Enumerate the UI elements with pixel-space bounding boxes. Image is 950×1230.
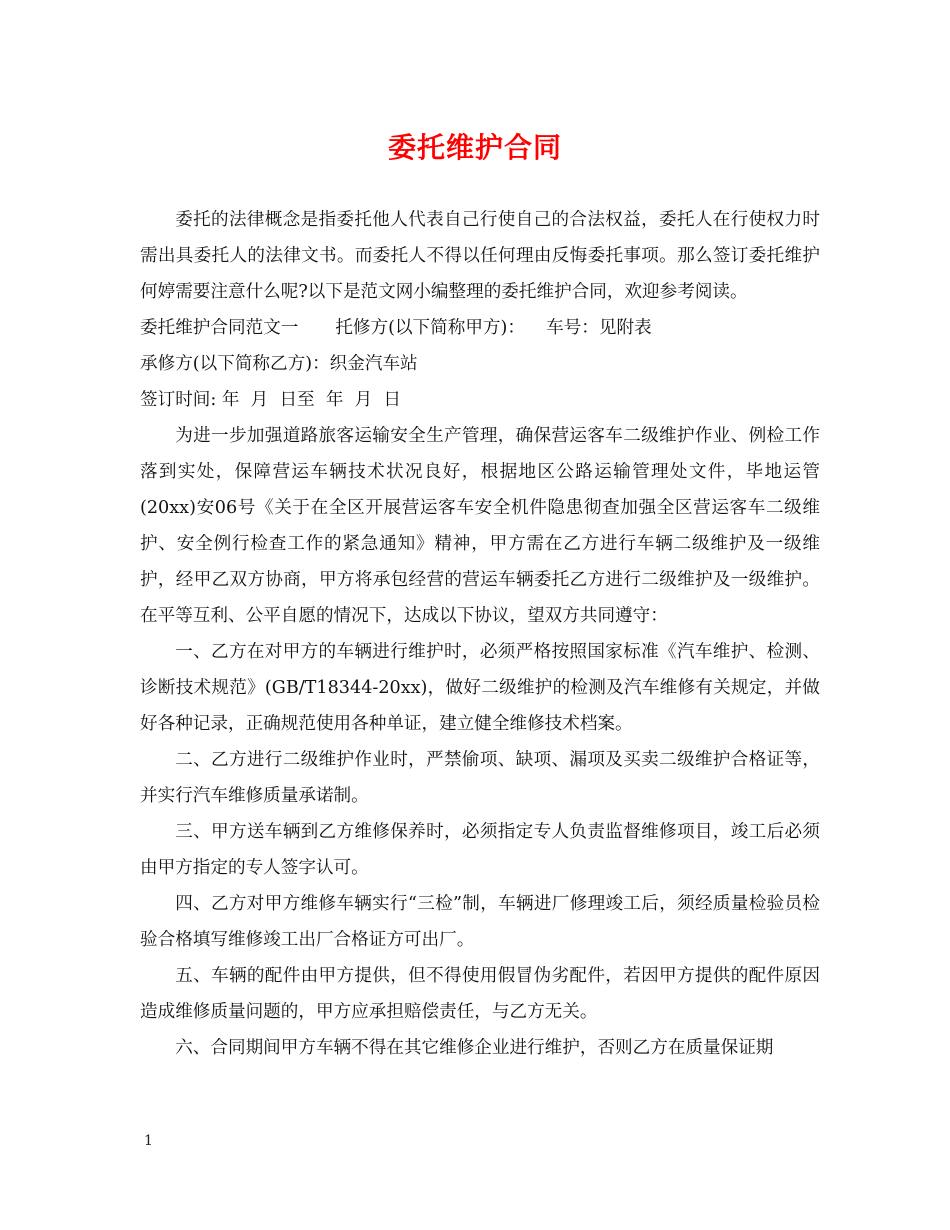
party-b-line: 承修方(以下简称乙方)：织金汽车站 (140, 354, 418, 374)
party-a-label: 托修方(以下简称甲方)： (335, 318, 525, 338)
clause-5-paragraph: 五、车辆的配件由甲方提供，但不得使用假冒伪劣配件，若因甲方提供的配件原因造成维修质量问题的，甲方应承担赔偿责任，与乙方无关。 (140, 966, 820, 1022)
signing-date-line: 签订时间: 年 月 日至 年 月 日 (140, 390, 401, 410)
document-title: 委托维护合同 (387, 131, 562, 164)
clause-1-paragraph: 一、乙方在对甲方的车辆进行维护时，必须严格按照国家标准《汽车维护、检测、诊断技术规范》(GB/T18344-20xx)，做好二级维护的检测及汽车维修有关规定，并做好各种记录，正确规范使用各种单证，建立健全维修技术档案。 (140, 642, 820, 734)
intro-paragraph: 委托的法律概念是指委托他人代表自己行使自己的合法权益，委托人在行使权力时需出具委托人的法律文书。而委托人不得以任何理由反悔委托事项。那么签订委托维护何婷需要注意什么呢?以下是范文网小编整理的委托维护合同，欢迎参考阅读。 (140, 210, 820, 302)
vehicle-number-label: 车号：见附表 (546, 318, 652, 338)
document-body (140, 202, 820, 1066)
page-number: 1 (144, 1133, 153, 1149)
clause-6-paragraph: 六、合同期间甲方车辆不得在其它维修企业进行维护，否则乙方在质量保证期 (175, 1038, 774, 1058)
clause-4-paragraph: 四、乙方对甲方维修车辆实行“三检”制，车辆进厂修理竣工后，须经质量检验员检验合格填写维修竣工出厂合格证方可出厂。 (140, 894, 820, 950)
clause-3-paragraph: 三、甲方送车辆到乙方维修保养时，必须指定专人负责监督维修项目，竣工后必须由甲方指定的专人签字认可。 (140, 822, 820, 878)
clause-2-paragraph: 二、乙方进行二级维护作业时，严禁偷项、缺项、漏项及买卖二级维护合格证等，并实行汽车维修质量承诺制。 (140, 750, 820, 806)
sample-label: 委托维护合同范文一 (140, 318, 299, 338)
contract-header-line (140, 310, 820, 346)
preamble-paragraph: 为进一步加强道路旅客运输安全生产管理，确保营运客车二级维护作业、例检工作落到实处，保障营运车辆技术状况良好，根据地区公路运输管理处文件，毕地运管(20xx)安06号《关于在全区开展营运客车安全机件隐患彻查加强全区营运客车二级维护、安全例行检查工作的紧急通知》精神，甲方需在乙方进行车辆二级维护及一级维护，经甲乙双方协商，甲方将承包经营的营运车辆委托乙方进行二级维护及一级维护。在平等互利、公平自愿的情况下，达成以下协议，望双方共同遵守： (140, 426, 820, 626)
